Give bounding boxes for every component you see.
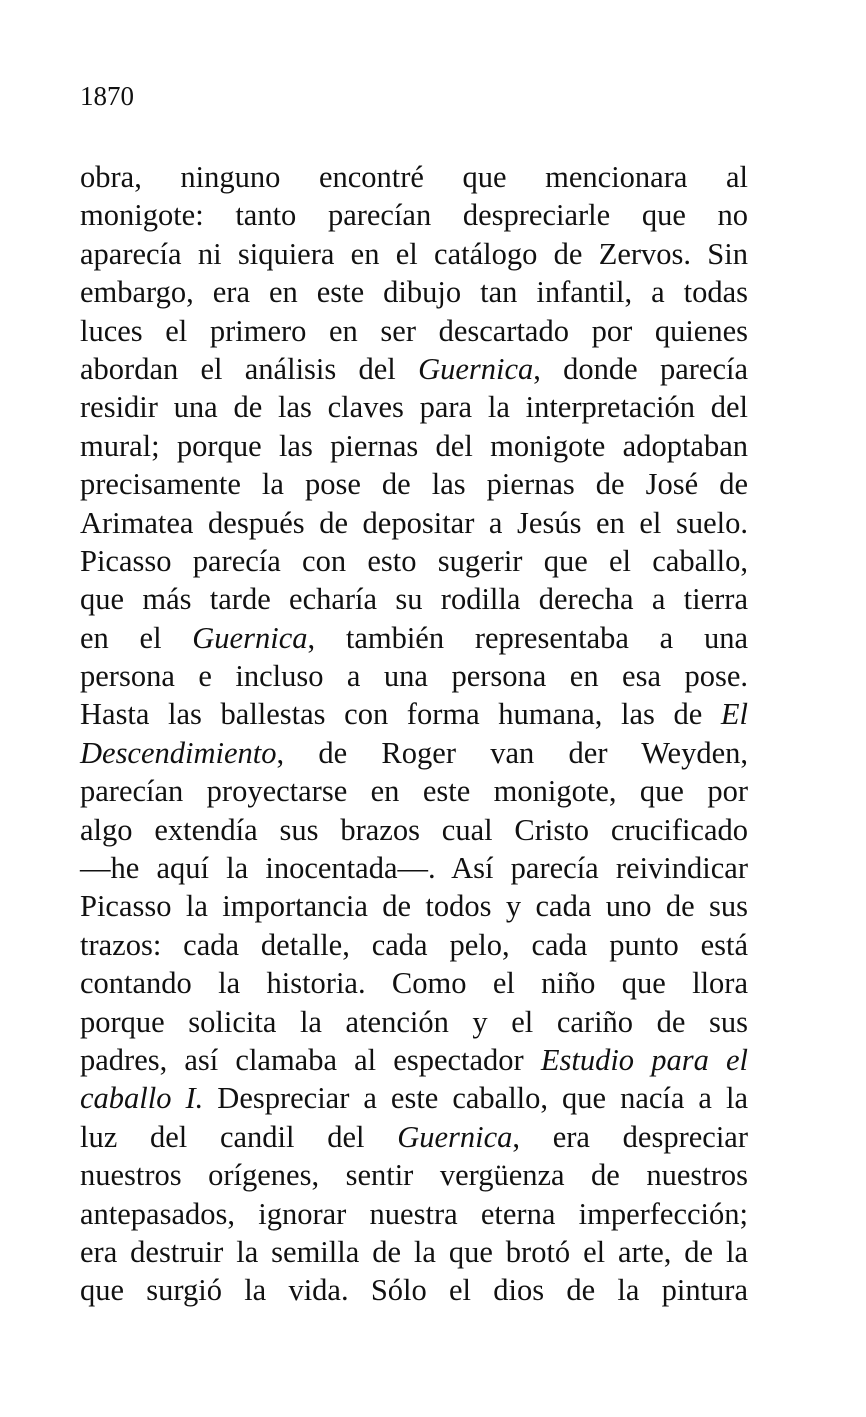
- text-line: [80, 273, 748, 311]
- text-segment: , también representaba a una: [307, 620, 748, 655]
- text-segment: que surgió la vida. Sólo el dios de la pintura: [80, 1273, 748, 1308]
- body-text: [80, 158, 748, 1310]
- text-segment: contando la historia. Como el niño que llora: [80, 966, 748, 1001]
- text-segment: aparecía ni siquiera en el catálogo de Zervos. Sin: [80, 236, 748, 271]
- italic-text: Estudio para el: [540, 1042, 748, 1077]
- text-line: [80, 1041, 748, 1079]
- text-line: [80, 1156, 748, 1194]
- text-segment: algo extendía sus brazos cual Cristo crucificado: [80, 812, 748, 847]
- text-line: [80, 1271, 748, 1309]
- text-segment: era destruir la semilla de la que brotó el arte, de la: [80, 1234, 748, 1269]
- text-line: [80, 427, 748, 465]
- text-segment: —he aquí la inocentada—. Así parecía reivindicar: [80, 851, 748, 886]
- text-line: [80, 926, 748, 964]
- text-line: [80, 772, 748, 810]
- text-line: [80, 695, 748, 733]
- text-line: [80, 465, 748, 503]
- text-segment: persona e incluso a una persona en esa pose.: [80, 659, 748, 694]
- text-line: [80, 1003, 748, 1041]
- italic-text: Guernica: [192, 620, 308, 655]
- text-segment: , era despreciar: [512, 1119, 748, 1154]
- text-segment: embargo, era en este dibujo tan infantil, a todas: [80, 275, 748, 310]
- text-segment: en el: [80, 620, 193, 655]
- text-line: [80, 811, 748, 849]
- text-segment: residir una de las claves para la interpretación del: [80, 390, 748, 425]
- italic-text: caballo I.: [80, 1081, 204, 1116]
- text-line: [80, 388, 748, 426]
- text-line: [80, 158, 748, 196]
- text-segment: monigote: tanto parecían despreciarle que no: [80, 198, 748, 233]
- text-segment: Picasso parecía con esto sugerir que el caballo,: [80, 543, 748, 578]
- text-segment: padres, así clamaba al espectador: [80, 1042, 541, 1077]
- text-segment: parecían proyectarse en este monigote, que por: [80, 774, 748, 809]
- text-segment: luz del candil del: [80, 1119, 398, 1154]
- text-line: [80, 350, 748, 388]
- text-segment: obra, ninguno encontré que mencionara al: [80, 160, 748, 194]
- italic-text: Guernica: [397, 1119, 513, 1154]
- text-line: [80, 657, 748, 695]
- text-line: [80, 196, 748, 234]
- text-line: [80, 619, 748, 657]
- text-line: [80, 1195, 748, 1233]
- text-line: [80, 1079, 748, 1117]
- text-line: [80, 312, 748, 350]
- text-line: [80, 887, 748, 925]
- text-line: [80, 504, 748, 542]
- text-line: [80, 1118, 748, 1156]
- text-line: [80, 580, 748, 618]
- text-segment: porque solicita la atención y el cariño de sus: [80, 1004, 748, 1039]
- text-segment: precisamente la pose de las piernas de José de: [80, 467, 748, 502]
- text-line: [80, 964, 748, 1002]
- text-line: [80, 849, 748, 887]
- text-segment: mural; porque las piernas del monigote adoptaban: [80, 428, 748, 463]
- text-segment: nuestros orígenes, sentir vergüenza de nuestros: [80, 1158, 748, 1193]
- text-line: [80, 734, 748, 772]
- text-segment: , de Roger van der Weyden,: [276, 735, 748, 770]
- text-line: [80, 235, 748, 273]
- italic-text: El: [720, 697, 748, 732]
- italic-text: Descendimiento: [80, 735, 277, 770]
- text-line: [80, 1233, 748, 1271]
- text-segment: que más tarde echaría su rodilla derecha a tierra: [80, 582, 748, 617]
- italic-text: Guernica: [418, 351, 534, 386]
- text-segment: luces el primero en ser descartado por quienes: [80, 313, 748, 348]
- page-number: 1870: [80, 81, 134, 111]
- text-segment: Picasso la importancia de todos y cada uno de sus: [80, 889, 748, 924]
- text-segment: , donde parecía: [533, 351, 748, 386]
- text-line: [80, 542, 748, 580]
- text-segment: Despreciar a este caballo, que nacía a la: [203, 1081, 748, 1116]
- text-segment: antepasados, ignorar nuestra eterna imperfección;: [80, 1196, 748, 1231]
- text-segment: Arimatea después de depositar a Jesús en el suelo.: [80, 505, 748, 540]
- text-segment: abordan el análisis del: [80, 351, 419, 386]
- text-segment: trazos: cada detalle, cada pelo, cada punto está: [80, 927, 748, 962]
- text-segment: Hasta las ballestas con forma humana, las de: [80, 697, 721, 732]
